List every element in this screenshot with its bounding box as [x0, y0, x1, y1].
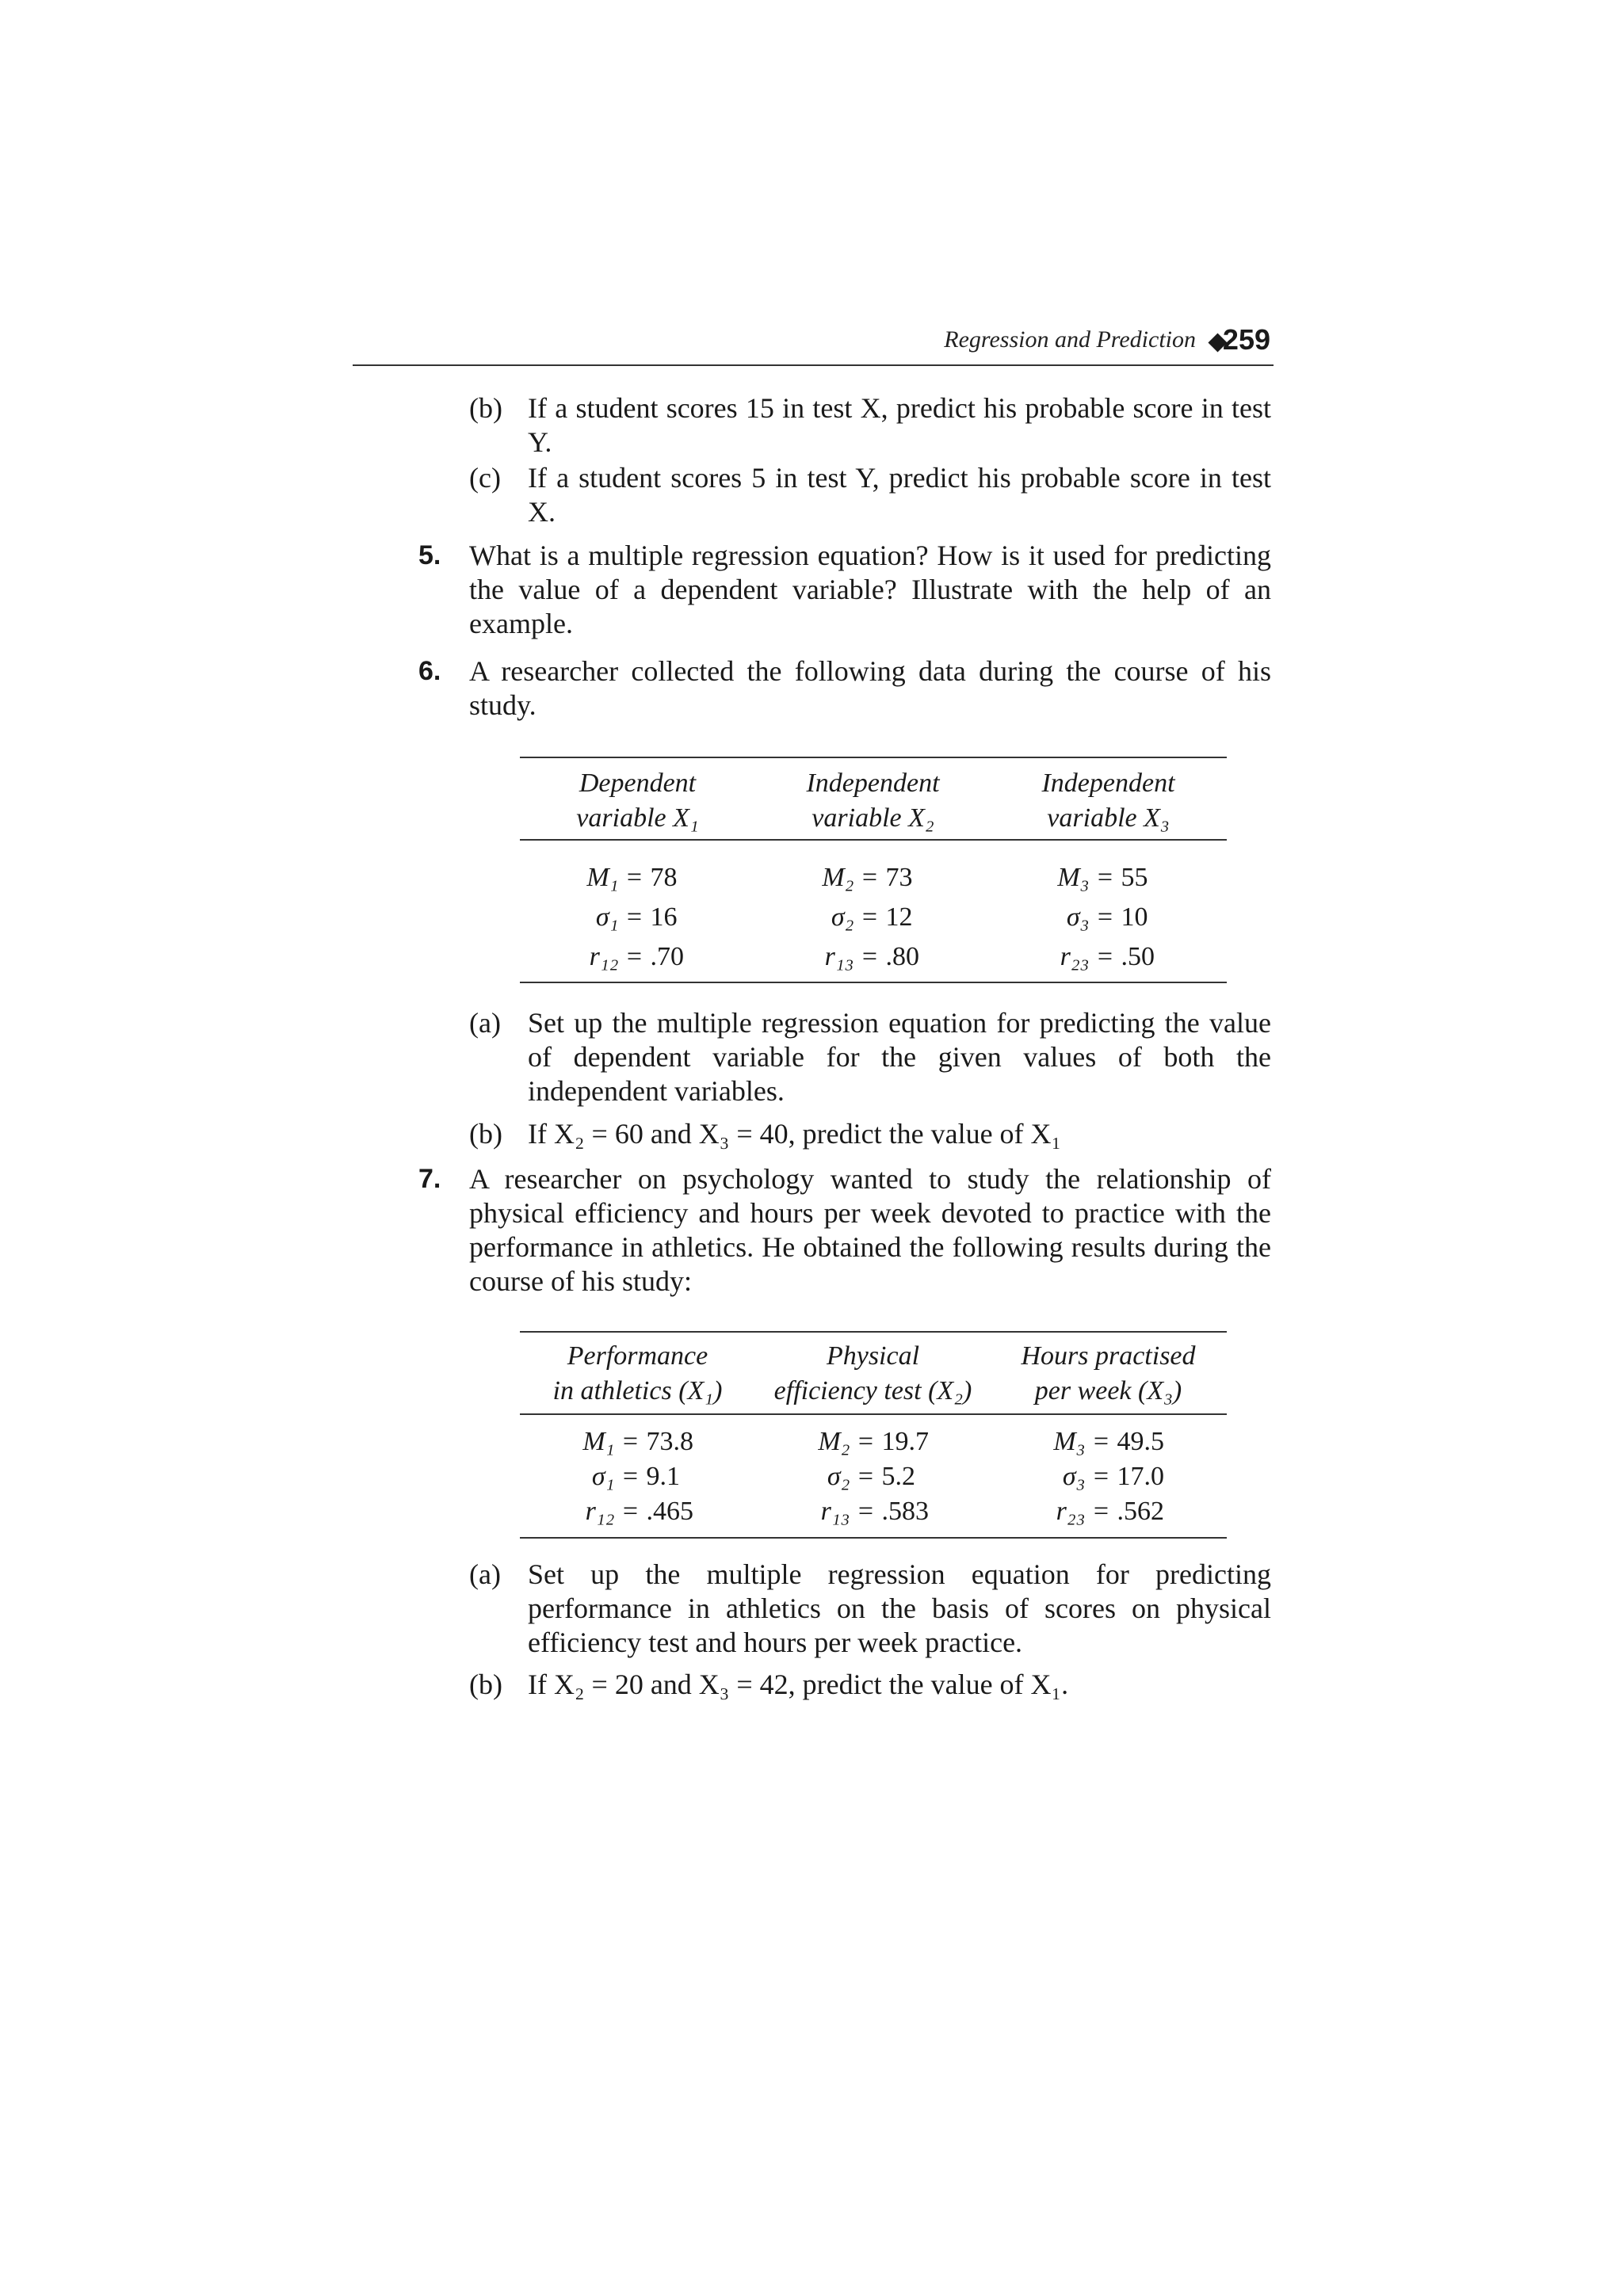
stat-value: 78: [650, 863, 678, 892]
stat-symbol: M₃: [1053, 1427, 1086, 1456]
q6-part-b: [469, 1117, 1271, 1152]
running-header: [353, 323, 1270, 364]
table-top-rule: [520, 1331, 1227, 1333]
header-rule: [353, 364, 1274, 366]
question-number: 6.: [418, 656, 441, 686]
q4-part-b: [469, 391, 1271, 460]
stat-value: 55: [1121, 863, 1148, 892]
stat-value: 16: [650, 902, 678, 932]
header-line: Physical: [826, 1341, 920, 1371]
header-line: Hours practised: [1021, 1341, 1196, 1371]
table-cell: r₁₃ = .80: [755, 937, 991, 977]
table-header-cell: [755, 766, 991, 836]
stat-value: 9.1: [646, 1462, 680, 1491]
part-text: If a student scores 15 in test X, predict his probable score in test Y.: [528, 392, 1271, 458]
header-line: Independent: [1041, 769, 1175, 798]
header-line: variable X₃: [1047, 803, 1170, 833]
stat-symbol: M₂: [822, 863, 854, 892]
table-cell: M₃ = 55: [991, 858, 1226, 898]
stat-value: 12: [885, 902, 913, 932]
table-column: [991, 858, 1226, 977]
question-text: What is a multiple regression equation? How is it used for predicting the value of a dependent variable? Illustrate with the help of an example.: [469, 540, 1271, 639]
table-cell: σ₃ = 17.0: [991, 1459, 1226, 1494]
header-line: variable X₁: [576, 803, 699, 833]
part-label: (b): [469, 1118, 502, 1150]
table-cell: r₁₂ = .465: [520, 1494, 755, 1529]
part-label: (c): [469, 462, 501, 494]
table-column: [991, 1425, 1226, 1529]
q7-part-b: [469, 1668, 1271, 1703]
question-7: [418, 1162, 1271, 1300]
header-line: efficiency test (X₂): [773, 1376, 972, 1405]
q6-part-a: [469, 1006, 1271, 1109]
part-text: If a student scores 5 in test Y, predict his probable score in test X.: [528, 462, 1271, 528]
table-cell: M₁ = 78: [520, 858, 755, 898]
stat-symbol: M₁: [582, 1427, 615, 1456]
table-cell: M₁ = 73.8: [520, 1425, 755, 1459]
table-column: [520, 858, 755, 977]
stat-symbol: r₁₃: [820, 1497, 850, 1526]
page-number: 259: [1222, 323, 1270, 356]
stat-value: .50: [1121, 942, 1155, 971]
stat-value: .80: [885, 942, 919, 971]
table-header-rule: [520, 839, 1227, 841]
table-bottom-rule: [520, 1537, 1227, 1539]
stat-symbol: r₁₂: [589, 942, 619, 971]
part-text: Set up the multiple regression equation for predicting the value of dependent variable for the given values of both the independent variables.: [528, 1007, 1271, 1107]
question-6: [418, 654, 1271, 723]
header-line: in athletics (X₁): [552, 1376, 723, 1405]
table-cell: M₃ = 49.5: [991, 1425, 1226, 1459]
question-5: [418, 539, 1271, 642]
table-header-cell: [991, 1339, 1226, 1409]
q6-data-table: [520, 757, 1227, 986]
table-column: [755, 858, 991, 977]
stat-symbol: M₁: [586, 863, 619, 892]
stat-value: .562: [1117, 1497, 1164, 1526]
q7-part-a: [469, 1558, 1271, 1661]
stat-value: 49.5: [1117, 1427, 1164, 1456]
stat-symbol: σ₃: [1062, 1462, 1086, 1491]
stat-symbol: M₂: [818, 1427, 850, 1456]
table-cell: r₁₃ = .583: [755, 1494, 991, 1529]
table-bottom-rule: [520, 982, 1227, 983]
stat-symbol: σ₂: [827, 1462, 850, 1491]
part-text: If X₂ = 60 and X₃ = 40, predict the value of X₁: [528, 1118, 1062, 1150]
stat-symbol: r₁₂: [585, 1497, 615, 1526]
table-cell: r₁₂ = .70: [520, 937, 755, 977]
part-text: Set up the multiple regression equation for predicting performance in athletics on the basis of scores on physical efficiency test and hours per week practice.: [528, 1558, 1271, 1658]
stat-value: 73: [885, 863, 913, 892]
question-text: A researcher collected the following data during the course of his study.: [469, 655, 1271, 721]
table-header-cell: [520, 1339, 755, 1409]
table-cell: σ₂ = 12: [755, 898, 991, 937]
table-cell: σ₃ = 10: [991, 898, 1226, 937]
table-cell: σ₁ = 16: [520, 898, 755, 937]
table-header-rule: [520, 1413, 1227, 1415]
part-label: (a): [469, 1007, 501, 1039]
table-top-rule: [520, 757, 1227, 758]
header-line: per week (X₃): [1034, 1376, 1182, 1405]
stat-value: 17.0: [1117, 1462, 1164, 1491]
table-column: [520, 1425, 755, 1529]
question-text: A researcher on psychology wanted to study the relationship of physical efficiency and hours per week devoted to practice with the performance in athletics. He obtained the following results during the course of his study:: [469, 1163, 1271, 1297]
stat-value: .465: [646, 1497, 693, 1526]
stat-value: 5.2: [881, 1462, 915, 1491]
part-label: (b): [469, 392, 502, 424]
q4-part-c: [469, 461, 1271, 529]
table-cell: M₂ = 73: [755, 858, 991, 898]
part-text: If X₂ = 20 and X₃ = 42, predict the value of X₁.: [528, 1669, 1069, 1700]
header-line: Independent: [806, 769, 940, 798]
stat-value: 10: [1121, 902, 1148, 932]
table-column: [755, 1425, 991, 1529]
table-cell: M₂ = 19.7: [755, 1425, 991, 1459]
stat-symbol: σ₁: [591, 1462, 615, 1491]
stat-value: .70: [650, 942, 684, 971]
table-header-cell: [755, 1339, 991, 1409]
stat-symbol: r₁₃: [824, 942, 854, 971]
question-number: 7.: [418, 1164, 441, 1194]
table-cell: r₂₃ = .562: [991, 1494, 1226, 1529]
table-header-cell: [991, 766, 1226, 836]
stat-symbol: r₂₃: [1056, 1497, 1086, 1526]
header-line: Dependent: [579, 769, 697, 798]
part-label: (b): [469, 1669, 502, 1700]
part-label: (a): [469, 1558, 501, 1590]
stat-symbol: r₂₃: [1060, 942, 1090, 971]
header-line: variable X₂: [812, 803, 934, 833]
table-cell: r₂₃ = .50: [991, 937, 1226, 977]
stat-value: 19.7: [881, 1427, 929, 1456]
running-title: Regression and Prediction: [944, 326, 1196, 353]
header-line: Performance: [567, 1341, 708, 1371]
question-number: 5.: [418, 540, 441, 570]
stat-symbol: σ₃: [1066, 902, 1090, 932]
table-cell: σ₁ = 9.1: [520, 1459, 755, 1494]
stat-symbol: σ₁: [595, 902, 619, 932]
stat-symbol: σ₂: [831, 902, 854, 932]
q7-data-table: [520, 1331, 1227, 1545]
stat-value: 73.8: [646, 1427, 693, 1456]
table-cell: σ₂ = 5.2: [755, 1459, 991, 1494]
stat-symbol: M₃: [1057, 863, 1090, 892]
table-header-cell: [520, 766, 755, 836]
stat-value: .583: [881, 1497, 929, 1526]
